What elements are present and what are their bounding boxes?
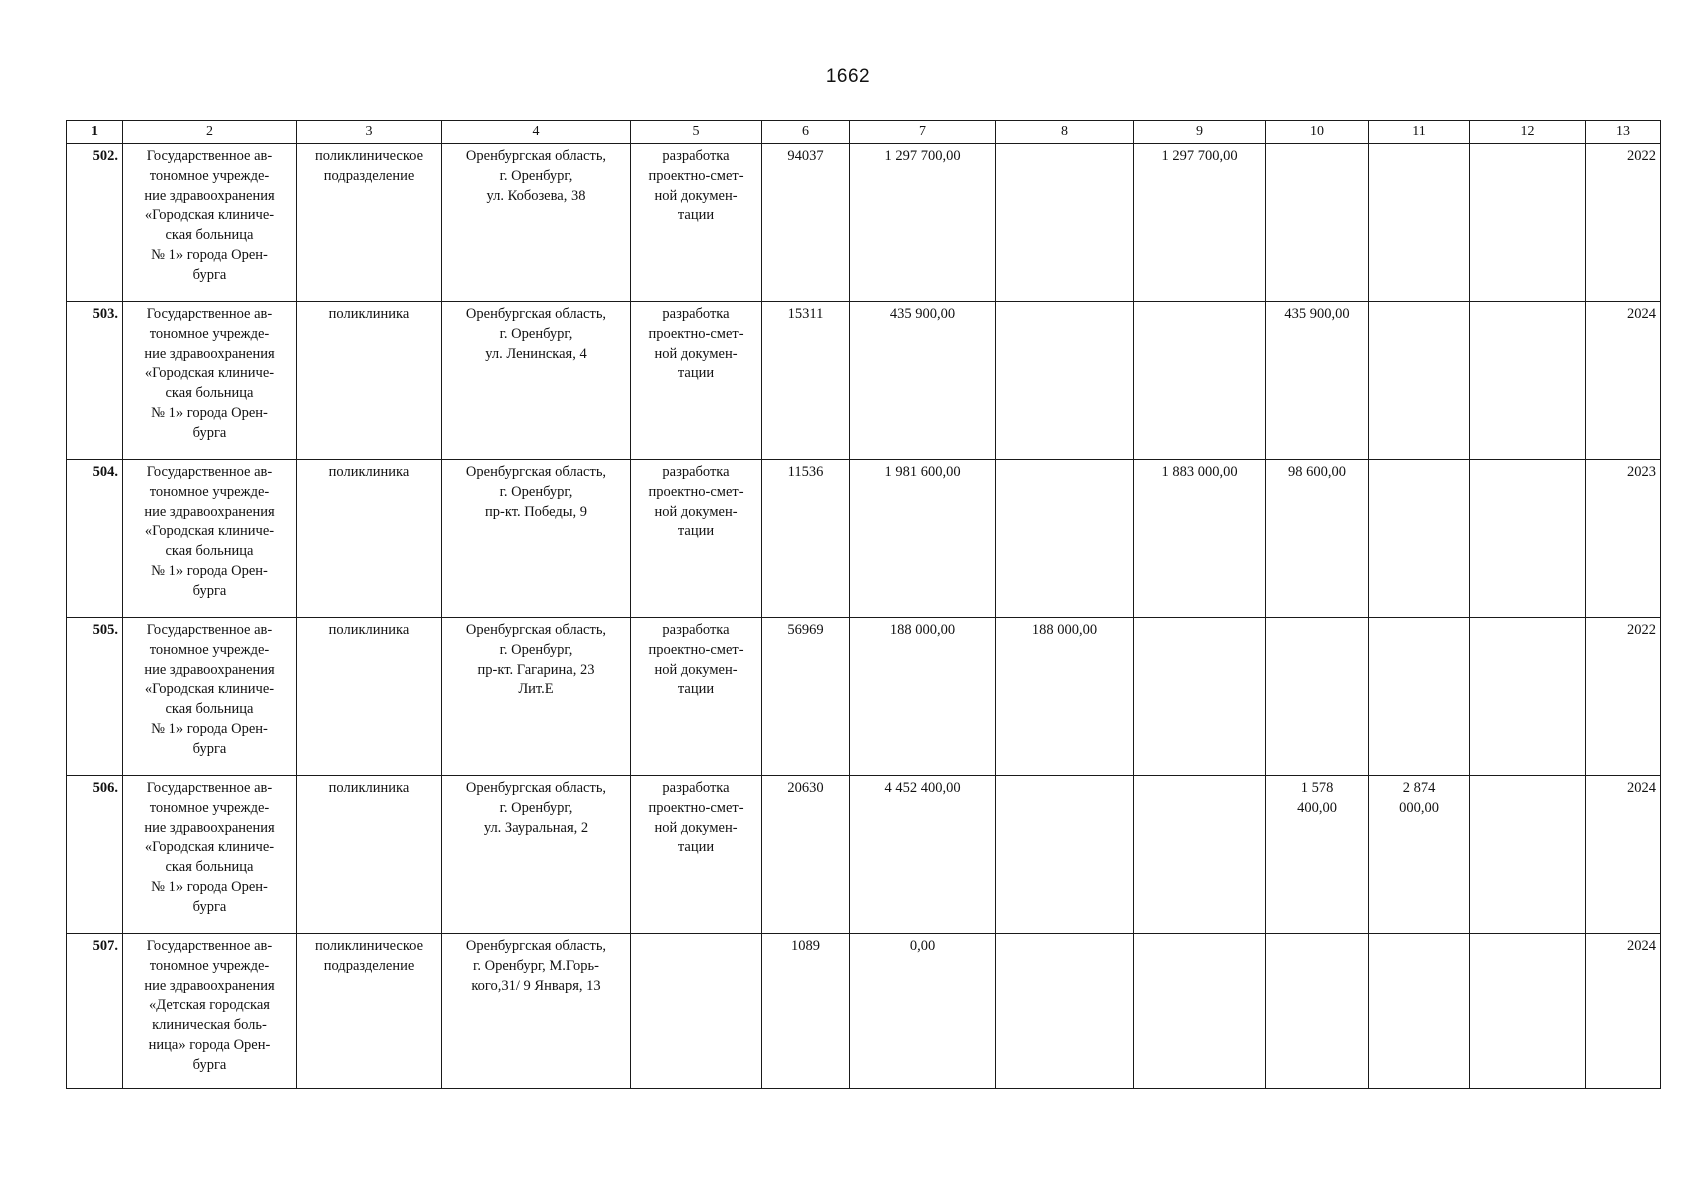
cost-col-8	[996, 618, 1134, 776]
facility-type	[297, 144, 442, 302]
cost-col-12	[1470, 618, 1586, 776]
work-type-text: разработка проектно-смет- ной докумен- тации	[648, 464, 744, 540]
area-value-text: 15311	[787, 306, 824, 322]
facility-address	[442, 460, 631, 618]
total-cost-text: 188 000,00	[889, 622, 956, 638]
facility-type	[297, 776, 442, 934]
facility-address-text: Оренбургская область, г. Оренбург, ул. Кобозева, 38	[465, 148, 607, 204]
cost-col-9	[1134, 776, 1266, 934]
completion-year-text: 2024	[1627, 780, 1656, 796]
facility-type-text: поликлиника	[328, 622, 410, 638]
table-row	[67, 144, 1661, 302]
organization-name	[123, 144, 297, 302]
row-number-text: 505.	[92, 622, 118, 638]
facility-type-text: поликлиника	[328, 306, 410, 322]
header-row	[67, 121, 1661, 144]
facility-address-text: Оренбургская область, г. Оренбург, пр-кт. Победы, 9	[465, 464, 607, 520]
row-number-text: 504.	[92, 464, 118, 480]
table-row	[67, 934, 1661, 1089]
cost-col-8	[996, 144, 1134, 302]
cost-col-8	[996, 302, 1134, 460]
area-value	[762, 460, 850, 618]
organization-name	[123, 460, 297, 618]
column-header: 7	[850, 121, 996, 144]
row-number	[67, 618, 123, 776]
area-value-text: 94037	[787, 148, 824, 164]
total-cost-text: 435 900,00	[889, 306, 956, 322]
cost-col-10	[1266, 144, 1369, 302]
facility-type	[297, 618, 442, 776]
cost-col-8	[996, 776, 1134, 934]
work-type	[631, 460, 762, 618]
row-number	[67, 934, 123, 1089]
cost-col-12	[1470, 144, 1586, 302]
organization-name	[123, 776, 297, 934]
cost-col-11	[1369, 144, 1470, 302]
cost-col-11	[1369, 460, 1470, 618]
cost-col-9	[1134, 144, 1266, 302]
column-header: 13	[1586, 121, 1661, 144]
cost-col-10-text: 1 578 400,00	[1297, 780, 1337, 816]
column-header: 6	[762, 121, 850, 144]
table-body	[67, 144, 1661, 1089]
total-cost-text: 1 297 700,00	[884, 148, 961, 164]
cost-col-10	[1266, 776, 1369, 934]
facility-address-text: Оренбургская область, г. Оренбург, ул. Зауральная, 2	[465, 780, 607, 836]
total-cost-text: 0,00	[909, 938, 936, 954]
table-row	[67, 460, 1661, 618]
cost-col-11	[1369, 776, 1470, 934]
completion-year	[1586, 302, 1661, 460]
column-header: 8	[996, 121, 1134, 144]
row-number	[67, 776, 123, 934]
row-number-text: 502.	[92, 148, 118, 164]
column-header: 4	[442, 121, 631, 144]
cost-col-9	[1134, 460, 1266, 618]
row-number	[67, 302, 123, 460]
facility-type	[297, 934, 442, 1089]
facility-type-text: поликлиническое подразделение	[314, 148, 424, 184]
organization-name-text: Государственное ав- тономное учрежде- ние здравоохранения «Городская клиниче- ская больница № 1» города Орен- бурга	[144, 780, 275, 915]
row-number-text: 506.	[92, 780, 118, 796]
completion-year	[1586, 934, 1661, 1089]
work-type-text: разработка проектно-смет- ной докумен- тации	[648, 148, 744, 224]
cost-col-9	[1134, 618, 1266, 776]
area-value-text: 56969	[787, 622, 824, 638]
facility-address-text: Оренбургская область, г. Оренбург, пр-кт. Гагарина, 23 Лит.Е	[465, 622, 607, 698]
area-value	[762, 302, 850, 460]
completion-year-text: 2022	[1627, 622, 1656, 638]
cost-col-8	[996, 460, 1134, 618]
facility-type-text: поликлиническое подразделение	[314, 938, 424, 974]
table-row	[67, 302, 1661, 460]
facility-address	[442, 776, 631, 934]
facility-address	[442, 934, 631, 1089]
column-header: 5	[631, 121, 762, 144]
area-value	[762, 144, 850, 302]
facility-type-text: поликлиника	[328, 464, 410, 480]
work-type	[631, 302, 762, 460]
total-cost	[850, 618, 996, 776]
work-type-text: разработка проектно-смет- ной докумен- тации	[648, 780, 744, 856]
cost-col-10	[1266, 460, 1369, 618]
cost-col-10-text: 98 600,00	[1288, 464, 1346, 480]
area-value-text: 11536	[787, 464, 824, 480]
organization-name-text: Государственное ав- тономное учрежде- ние здравоохранения «Городская клиниче- ская больница № 1» города Орен- бурга	[144, 464, 275, 599]
facility-address	[442, 144, 631, 302]
row-number	[67, 460, 123, 618]
cost-col-8	[996, 934, 1134, 1089]
cost-col-11	[1369, 618, 1470, 776]
cost-col-11	[1369, 934, 1470, 1089]
facility-type	[297, 460, 442, 618]
completion-year	[1586, 618, 1661, 776]
facility-address	[442, 302, 631, 460]
cost-col-10-text: 435 900,00	[1284, 306, 1350, 322]
cost-col-9	[1134, 302, 1266, 460]
completion-year-text: 2023	[1627, 464, 1656, 480]
cost-col-10	[1266, 934, 1369, 1089]
total-cost	[850, 302, 996, 460]
completion-year-text: 2024	[1627, 938, 1656, 954]
area-value	[762, 618, 850, 776]
completion-year-text: 2022	[1627, 148, 1656, 164]
total-cost-text: 1 981 600,00	[884, 464, 961, 480]
work-type-text: разработка проектно-смет- ной докумен- тации	[648, 306, 744, 382]
area-value-text: 20630	[787, 780, 824, 796]
column-header: 1	[67, 121, 123, 144]
column-header: 9	[1134, 121, 1266, 144]
total-cost	[850, 934, 996, 1089]
completion-year	[1586, 776, 1661, 934]
cost-col-12	[1470, 934, 1586, 1089]
cost-col-8-text: 188 000,00	[1031, 622, 1098, 638]
column-header: 12	[1470, 121, 1586, 144]
organization-name-text: Государственное ав- тономное учрежде- ние здравоохранения «Городская клиниче- ская больница № 1» города Орен- бурга	[144, 148, 275, 283]
page-number: 1662	[825, 66, 871, 87]
completion-year	[1586, 460, 1661, 618]
row-number-text: 503.	[92, 306, 118, 322]
organization-name-text: Государственное ав- тономное учрежде- ние здравоохранения «Городская клиниче- ская больница № 1» города Орен- бурга	[144, 622, 275, 757]
cost-col-12	[1470, 776, 1586, 934]
organization-name	[123, 618, 297, 776]
organization-name-text: Государственное ав- тономное учрежде- ние здравоохранения «Детская городская клиническая боль- ница» города Орен- бурга	[144, 938, 275, 1073]
organization-name	[123, 302, 297, 460]
table-row	[67, 776, 1661, 934]
cost-col-10	[1266, 618, 1369, 776]
organization-name	[123, 934, 297, 1089]
work-type	[631, 144, 762, 302]
work-type-text: разработка проектно-смет- ной докумен- тации	[648, 622, 744, 698]
cost-col-12	[1470, 460, 1586, 618]
column-header: 2	[123, 121, 297, 144]
area-value	[762, 934, 850, 1089]
work-type	[631, 776, 762, 934]
area-value	[762, 776, 850, 934]
cost-col-12	[1470, 302, 1586, 460]
total-cost-text: 4 452 400,00	[884, 780, 961, 796]
work-type	[631, 934, 762, 1089]
total-cost	[850, 776, 996, 934]
facility-address-text: Оренбургская область, г. Оренбург, М.Горь- кого,31/ 9 Января, 13	[465, 938, 607, 994]
organization-name-text: Государственное ав- тономное учрежде- ние здравоохранения «Городская клиниче- ская больница № 1» города Орен- бурга	[144, 306, 275, 441]
facility-type-text: поликлиника	[328, 780, 410, 796]
column-header: 10	[1266, 121, 1369, 144]
facility-address-text: Оренбургская область, г. Оренбург, ул. Ленинская, 4	[465, 306, 607, 362]
cost-col-11	[1369, 302, 1470, 460]
row-number-text: 507.	[92, 938, 118, 954]
table-row	[67, 618, 1661, 776]
facility-type	[297, 302, 442, 460]
cost-col-9	[1134, 934, 1266, 1089]
facility-address	[442, 618, 631, 776]
cost-col-9-text: 1 883 000,00	[1161, 464, 1238, 480]
work-type	[631, 618, 762, 776]
completion-year	[1586, 144, 1661, 302]
registry-table	[66, 120, 1661, 1089]
completion-year-text: 2024	[1627, 306, 1656, 322]
cost-col-10	[1266, 302, 1369, 460]
cost-col-9-text: 1 297 700,00	[1161, 148, 1238, 164]
area-value-text: 1089	[791, 938, 820, 954]
cost-col-11-text: 2 874 000,00	[1399, 780, 1439, 816]
column-header: 11	[1369, 121, 1470, 144]
total-cost	[850, 144, 996, 302]
total-cost	[850, 460, 996, 618]
row-number	[67, 144, 123, 302]
column-header: 3	[297, 121, 442, 144]
